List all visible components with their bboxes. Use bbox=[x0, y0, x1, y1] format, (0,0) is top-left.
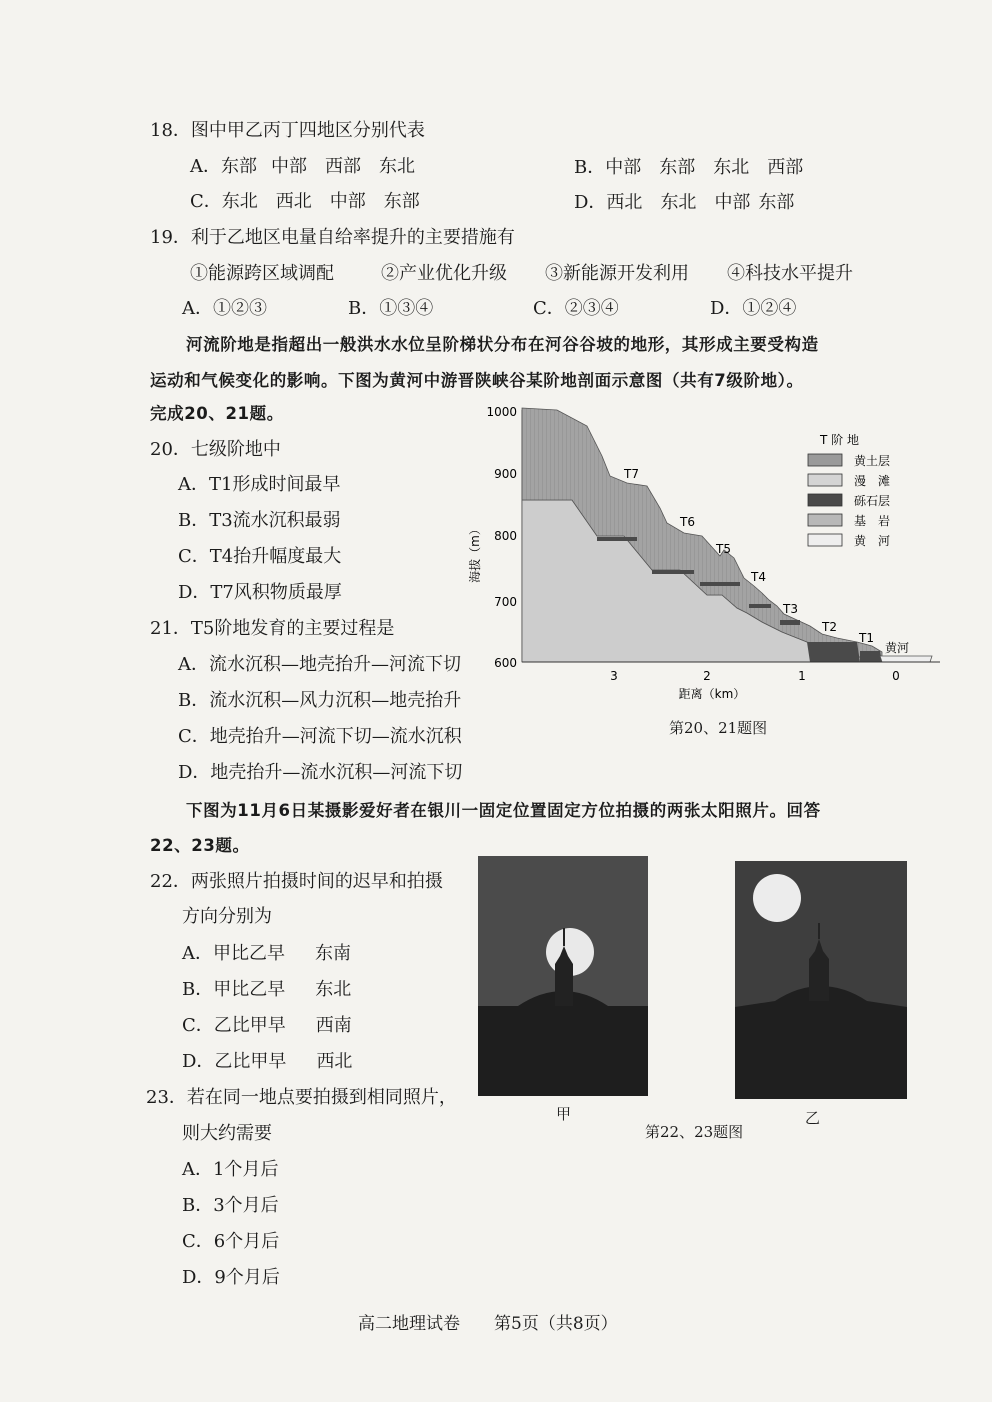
q22-option-d[interactable]: D．乙比甲早 西北 bbox=[182, 1051, 353, 1072]
q22-option-b[interactable]: B．甲比乙早 东北 bbox=[182, 979, 352, 1000]
legend-swatch-floodplain bbox=[808, 474, 842, 486]
intro1-line1: 河流阶地是指超出一般洪水水位呈阶梯状分布在河谷谷坡的地形，其形成主要受构造 bbox=[186, 335, 819, 354]
photo-jia bbox=[478, 856, 648, 1096]
legend-swatch-river bbox=[808, 534, 842, 546]
x-tick-label: 3 bbox=[610, 669, 618, 683]
photo-yi-scene bbox=[735, 861, 907, 1099]
legend-swatch-bedrock bbox=[808, 514, 842, 526]
q18-option-a[interactable]: A．东部 中部 西部 东北 bbox=[190, 156, 415, 177]
terrace-label-t5: T5 bbox=[716, 542, 731, 556]
q19-option-c[interactable]: C．②③④ bbox=[533, 298, 619, 319]
intro2-line1: 下图为11月6日某摄影爱好者在银川一固定位置固定方位拍摄的两张太阳照片。回答 bbox=[186, 801, 821, 820]
dome-silhouette bbox=[478, 991, 648, 1096]
q18-option-c[interactable]: C．东北 西北 中部 东部 bbox=[190, 191, 420, 212]
q18-option-b[interactable]: B．中部 东部 东北 西部 bbox=[574, 157, 804, 178]
intro1-line3: 完成20、21题。 bbox=[150, 404, 284, 423]
q18-stem: 18．图中甲乙丙丁四地区分别代表 bbox=[150, 120, 425, 141]
terrace-label-t1: T1 bbox=[859, 631, 874, 645]
photo-label-yi: 乙 bbox=[805, 1109, 821, 1127]
q23-stem-line2: 则大约需要 bbox=[182, 1123, 272, 1144]
intro2-line2: 22、23题。 bbox=[150, 836, 250, 855]
x-tick-label: 0 bbox=[892, 669, 900, 683]
photo-label-jia: 甲 bbox=[556, 1105, 572, 1123]
figure2-caption: 第22、23题图 bbox=[645, 1123, 744, 1141]
q23-option-d[interactable]: D．9个月后 bbox=[182, 1267, 280, 1288]
terrace-label-t3: T3 bbox=[783, 602, 798, 616]
legend-swatch-gravel bbox=[808, 494, 842, 506]
x-tick-label: 2 bbox=[703, 669, 711, 683]
gravel-band bbox=[807, 642, 860, 662]
q22-option-c[interactable]: C．乙比甲早 西南 bbox=[182, 1015, 352, 1036]
q19-stem: 19．利于乙地区电量自给率提升的主要措施有 bbox=[150, 227, 515, 248]
q23-option-c[interactable]: C．6个月后 bbox=[182, 1231, 280, 1252]
q20-option-b[interactable]: B．T3流水沉积最弱 bbox=[178, 510, 341, 531]
terrace-label-t2: T2 bbox=[822, 620, 837, 634]
legend-label: 砾石层 bbox=[854, 494, 891, 508]
terrace-profile-figure bbox=[462, 398, 962, 708]
q18-option-d[interactable]: D．西北 东北 中部 东部 bbox=[574, 192, 795, 213]
gravel-band bbox=[597, 537, 637, 541]
y-tick-label: 1000 bbox=[486, 405, 517, 419]
x-axis-label: 距离（km） bbox=[678, 687, 746, 701]
legend-label: 基 岩 bbox=[854, 514, 891, 528]
legend-label: 漫 滩 bbox=[854, 474, 891, 488]
figure1-caption: 第20、21题图 bbox=[669, 719, 768, 737]
q21-option-c[interactable]: C．地壳抬升—河流下切—流水沉积 bbox=[178, 726, 462, 747]
q20-option-d[interactable]: D．T7风积物质最厚 bbox=[178, 582, 342, 603]
photo-jia-scene bbox=[478, 856, 648, 1096]
legend-swatch-loess bbox=[808, 454, 842, 466]
y-tick-label: 600 bbox=[494, 656, 517, 670]
terrace-label-t4: T4 bbox=[751, 570, 766, 584]
legend bbox=[808, 432, 890, 548]
q19-item-4: ④科技水平提升 bbox=[727, 263, 853, 284]
q20-option-c[interactable]: C．T4抬升幅度最大 bbox=[178, 546, 342, 567]
q19-option-a[interactable]: A．①②③ bbox=[182, 298, 267, 319]
q21-option-a[interactable]: A．流水沉积—地壳抬升—河流下切 bbox=[178, 654, 461, 675]
y-tick-label: 900 bbox=[494, 467, 517, 481]
gravel-band bbox=[749, 604, 771, 608]
q23-option-a[interactable]: A．1个月后 bbox=[182, 1159, 279, 1180]
q19-item-3: ③新能源开发利用 bbox=[545, 263, 689, 284]
photo-yi bbox=[735, 861, 907, 1099]
gravel-band bbox=[780, 620, 800, 625]
q23-stem-line1: 23．若在同一地点要拍摄到相同照片， bbox=[146, 1087, 457, 1108]
y-axis bbox=[486, 405, 522, 670]
q21-option-d[interactable]: D．地壳抬升—流水沉积—河流下切 bbox=[178, 762, 463, 783]
gravel-band bbox=[700, 582, 740, 586]
y-tick-label: 700 bbox=[494, 595, 517, 609]
river-channel bbox=[880, 656, 932, 662]
legend-title: T 阶 地 bbox=[820, 433, 859, 447]
q22-stem-line1: 22．两张照片拍摄时间的迟早和拍摄 bbox=[150, 871, 443, 892]
page-footer: 高二地理试卷 第5页（共8页） bbox=[358, 1314, 618, 1334]
q19-option-b[interactable]: B．①③④ bbox=[348, 298, 434, 319]
sun-disk bbox=[753, 874, 801, 922]
gravel-band bbox=[652, 570, 694, 574]
intro1-line2: 运动和气候变化的影响。下图为黄河中游晋陕峡谷某阶地剖面示意图（共有7级阶地）。 bbox=[150, 371, 804, 390]
q20-stem: 20．七级阶地中 bbox=[150, 439, 281, 460]
x-tick-label: 1 bbox=[798, 669, 806, 683]
q22-option-a[interactable]: A．甲比乙早 东南 bbox=[182, 943, 351, 964]
terrace-label-t6: T6 bbox=[680, 515, 695, 529]
gravel-band bbox=[860, 651, 882, 662]
q23-option-b[interactable]: B．3个月后 bbox=[182, 1195, 279, 1216]
q19-item-1: ①能源跨区域调配 bbox=[190, 263, 334, 284]
q21-option-b[interactable]: B．流水沉积—风力沉积—地壳抬升 bbox=[178, 690, 462, 711]
terrace-label-t7: T7 bbox=[624, 467, 639, 481]
river-label: 黄河 bbox=[885, 641, 910, 655]
y-tick-label: 800 bbox=[494, 529, 517, 543]
q19-item-2: ②产业优化升级 bbox=[381, 263, 507, 284]
y-axis-label: 海拔（m） bbox=[468, 523, 482, 583]
legend-label: 黄 河 bbox=[854, 534, 891, 548]
q22-stem-line2: 方向分别为 bbox=[182, 906, 272, 927]
q21-stem: 21．T5阶地发育的主要过程是 bbox=[150, 618, 395, 639]
q19-option-d[interactable]: D．①②④ bbox=[710, 298, 797, 319]
legend-label: 黄土层 bbox=[854, 454, 891, 468]
q20-option-a[interactable]: A．T1形成时间最早 bbox=[178, 474, 341, 495]
